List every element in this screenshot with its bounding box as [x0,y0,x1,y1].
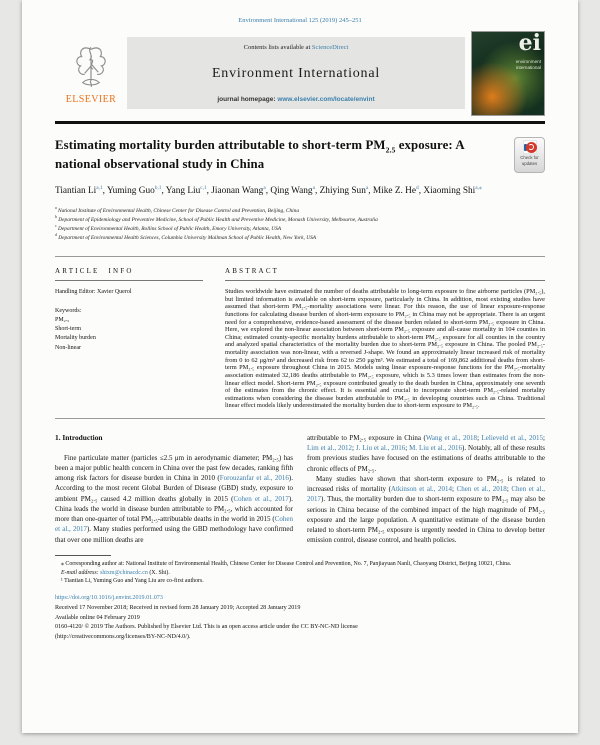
citation-link[interactable]: Lim et al., 2012 [307,444,352,453]
journal-header [55,33,545,116]
intro-paragraph-1: Fine particulate matter (particles ≤2.5 μm in aerodynamic diameter; PM₂.₅) has been a major public health concern in China over the past few decades, ranking fifth among risk factors for disease burden in China in 2010 (Forouzanfar et al., 2016). According to the most recent Global Burden of Disease (GBD) study, exposure to ambient PM₂.₅ caused 4.2 million deaths globally in 2015 (Cohen et al., 2017). China leads the world in disease burden attributable to PM₂.₅, which accounted for more than one-quarter of total PM₂.₅-attributable deaths in the world in 2015 (Cohen et al., 2017). Many studies performed using the GBD methodology have confirmed that over one million deaths are [55,453,293,544]
section-divider [55,256,545,257]
cover-title [516,59,541,70]
license-url: (http://creativecommons.org/licenses/BY-NC-ND/4.0/). [55,634,191,641]
corresponding-author-note: ⁎ Corresponding author at: National Institute of Environmental Health, Chinese Center for Disease Control and Prevention, No. 7, Panjiayuan Nanli, Chaoyang District, Beijing 10021, China. [61,561,512,568]
info-abstract-section [55,267,545,410]
check-updates-badge[interactable] [514,137,545,173]
elsevier-logo [55,33,127,105]
citation-link[interactable]: Lelieveld et al., 2015 [481,433,544,442]
article-page [22,0,578,733]
article-info-column [55,267,203,410]
available-online: Available online 04 February 2019 [55,614,140,621]
check-updates-line1: Check for [520,155,539,160]
check-updates-label [515,155,544,166]
email-link[interactable]: shixm@chinacdc.cn [100,569,148,576]
citation-link[interactable]: Wang et al., 2018 [425,433,478,442]
section-heading-introduction: 1. Introduction [55,432,103,442]
intro-paragraph-1-continued: attributable to PM₂.₅ exposure in China (Wang et al., 2018; Lelieveld et al., 2015; Lim et al., 2012; J. Liu et al., 2016; M. Liu et al., 2016). Notably, all of these results from previous studies have focused on the estimations of deaths attributable to the chronic effects of PM₂.₅. [307,433,545,473]
elsevier-tree-icon [69,41,113,93]
header-divider [55,121,545,124]
authors-line: Tiantian Li$^{a,1}$, Yuming Guo$^{b,1}$, Yang Liu$^{c,1}$, Jiaonan Wang$^a$, Qing Wang$^a$, Zhiying Sun$^a$, Mike Z. He$^d$, Xiaoming Shi$^{a,⁎}$ [55,185,482,197]
email-line [55,569,545,577]
crossmark-circle [526,142,537,153]
keyword-short-term: Short-term [55,326,81,333]
abstract-bottom-divider [55,418,545,419]
cofirst-authors-note: ¹ Tiantian Li, Yuming Guo and Yang Liu are co-first authors. [61,577,204,584]
article-info-body [55,288,203,353]
body-right-column [307,433,545,545]
citation-link[interactable]: Atkinson et al., 2014 [390,485,453,494]
homepage-label: journal homepage: [217,96,278,103]
journal-title: Environment International [211,65,381,81]
keyword-pm25: PM₂.₅ [55,316,70,323]
article-info-header: ARTICLE INFO [55,267,134,276]
journal-citation: Environment International 125 (2019) 245–251 [238,17,362,24]
intro-paragraph-2: Many studies have shown that short-term exposure to PM₂.₅ is related to increased risks of mortality (Atkinson et al., 2014; Chen et al., 2018; Chen et al., 2017). Thus, the mortality burden due to short-term exposure to PM₂.₅ may also be serious in China because of the combined impact of the high magnitude of PM₂.₅ exposure and the large population. A quantitative estimate of the disease burden related to short-term PM₂.₅ exposure is urgently needed in China to develop better emission control, disease control, and health policies. [307,474,545,545]
elsevier-wordmark: ELSEVIER [65,94,117,105]
check-updates-line2: updates [521,160,538,166]
cover-line1: environment [515,59,541,64]
homepage-link[interactable]: www.elsevier.com/locate/envint [277,96,375,103]
journal-banner [127,37,465,109]
citation-link[interactable]: Forouzanfar et al., 2016 [219,474,289,483]
email-suffix: (X. Shi). [147,569,170,576]
doi-link[interactable]: https://doi.org/10.1016/j.envint.2019.01.073 [55,594,163,601]
citation-link[interactable]: J. Liu et al., 2016 [355,444,406,453]
keywords-label: Keywords: [55,307,82,314]
cover-line2: international [515,64,541,70]
copyright-line: 0160-4120/ © 2019 The Authors. Published by Elsevier Ltd. This is an open access article under the CC BY-NC-ND license [55,624,358,631]
keyword-non-linear: Non-linear [55,344,81,351]
body-left-column [55,433,293,545]
abstract-column [225,267,545,410]
article-info-underline [55,280,203,281]
citation-link[interactable]: Chen et al., 2018 [456,485,507,494]
email-label: E-mail address: [61,569,101,576]
affiliation-d: $^d$ Department of Environmental Health Sciences, Columbia University Mailman School of Public Health, New York, USA [55,233,317,242]
title-row [55,137,545,173]
article-body [55,433,545,545]
journal-cover [471,31,545,116]
ei-logo: ei [518,31,541,56]
handling-editor: Handling Editor: Xavier Querol [55,289,132,296]
affiliations [55,206,545,242]
citation-link[interactable]: M. Liu et al., 2016 [409,444,463,453]
footnotes [55,560,545,584]
article-title: Estimating mortality burden attributable to short-term $PM_{2.5}$ exposure: A national observational study in China [55,138,464,171]
homepage-line [131,96,461,103]
keyword-mortality-burden: Mortality burden [55,335,96,342]
sciencedirect-link[interactable]: ScienceDirect [311,44,349,51]
contents-line [131,44,461,51]
abstract-header: ABSTRACT [225,267,280,276]
contents-text: Contents lists available at [243,44,312,51]
citation-link[interactable]: Cohen et al., 2017 [233,494,289,503]
abstract-underline [225,280,545,281]
affiliation-c: $^c$ Department of Environmental Health, Rollins School of Public Health, Emory University, Atlanta, USA [55,224,282,233]
affiliation-b: $^b$ Department of Epidemiology and Preventive Medicine, School of Public Health and Preventive Medicine, Monash University, Melbourne, Australia [55,215,378,224]
received-dates: Received 17 November 2018; Received in revised form 28 January 2019; Accepted 28 January 2019 [55,604,301,611]
citation-link[interactable]: Cohen et al., 2017 [55,515,293,534]
article-footer [55,594,545,643]
abstract-text: Studies worldwide have estimated the number of deaths attributable to long-term exposure to fine airborne particles (PM₂.₅), but limited information is available on short-term exposure, particularly in China. In addition, most existing studies have assumed that short-term PM₂.₅-mortality associations were linear. For this reason, the use of linear exposure-response functions for calculating disease burden of short-term exposure to PM₂.₅ in China may not be appropriate. There is an urgent need for a comprehensive, evidence-based assessment of the disease burden related to short-term PM₂.₅ exposure in China. Here, we explored the non-linear association between short-term PM₂.₅ exposure and all-cause mortality in 104 counties in China; estimated county-specific mortality burdens attributable to short-term PM₂.₅ exposure for all counties in the country and analyzed spatial characteristics of the mortality burden due to short-term PM₂.₅ exposure in China. The pooled PM₂.₅-mortality association was non-linear, with a reversed J-shape. We found an approximately linear increased risk of mortality from 0 to 62 μg/m³ and decreased risk from 62 to 250 μg/m³. We estimated a total of 169,862 additional deaths from short-term PM₂.₅ exposure throughout China in 2015. Models using linear exposure-response functions for the PM₂.₅-mortality association estimated 32,186 deaths attributable to PM₂.₅ exposure, which is 5.3 times lower than estimates from the non-linear effect model. Short-term PM₂.₅ exposure contributed greatly to the death burden in China, approximately one seventh of the estimates from the chronic effect. It is essential and crucial to incorporate short-term PM₂.₅-related mortality estimations when considering the disease burden attributable to PM₂.₅ in developing countries such as China. Traditional linear effect models likely underestimated the mortality burden due to short-term exposure to PM₂.₅. [225,288,545,410]
footnote-divider [55,555,111,556]
citation-link[interactable]: Chen et al., 2017 [307,485,545,504]
crossmark-icon [523,140,537,154]
affiliation-a: $^a$ National Institute of Environmental Health, Chinese Center for Disease Control and Prevention, Beijing, China [55,206,300,215]
